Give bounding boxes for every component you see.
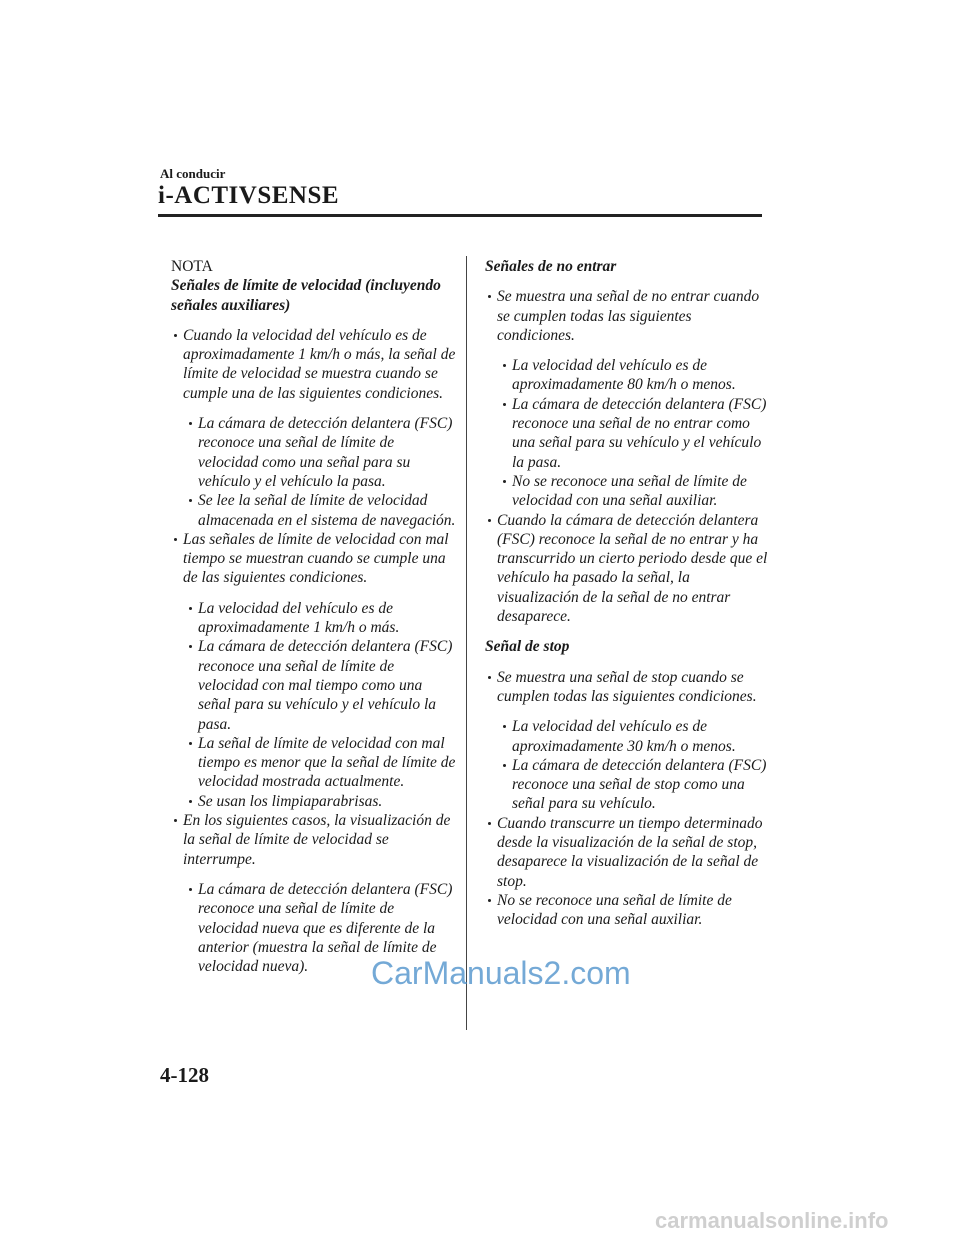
site-watermark: carmanualsonline.info <box>655 1208 889 1233</box>
sub-list-item: La cámara de detección delantera (FSC) reconoce una señal de límite de velocidad nueva que es diferente de la anterior (muestra la señal de límite de velocidad nueva). <box>198 880 457 976</box>
list-item: Las señales de límite de velocidad con mal tiempo se muestran cuando se cumple una de las siguientes condiciones. <box>183 530 457 588</box>
section-label: Al conducir <box>160 166 226 181</box>
sub-list-item: La cámara de detección delantera (FSC) reconoce una señal de límite de velocidad como una señal para su vehículo y el vehículo la pasa. <box>198 414 457 491</box>
sub-list-item: Se lee la señal de límite de velocidad almacenada en el sistema de navegación. <box>198 492 456 529</box>
sub-list-item: No se reconoce una señal de límite de velocidad con una señal auxiliar. <box>512 472 770 511</box>
header-divider <box>158 214 762 217</box>
sub-list-item: La velocidad del vehículo es de aproximadamente 1 km/h o más. <box>198 599 457 638</box>
heading-no-entry: Señales de no entrar <box>485 258 617 275</box>
list-item: En los siguientes casos, la visualización de la señal de límite de velocidad se interrumpe. <box>183 811 457 869</box>
sub-list-item: La cámara de detección delantera (FSC) reconoce una señal de stop como una señal para su vehículo. <box>512 756 770 814</box>
sub-list-item: La cámara de detección delantera (FSC) reconoce una señal de no entrar como una señal para su vehículo y el vehículo la pasa. <box>512 395 770 472</box>
sub-list-item: La velocidad del vehículo es de aproximadamente 80 km/h o menos. <box>512 356 770 395</box>
list-item: Se muestra una señal de no entrar cuando se cumplen todas las siguientes condiciones. <box>497 287 770 345</box>
sub-list-item: La velocidad del vehículo es de aproximadamente 30 km/h o menos. <box>512 717 770 756</box>
column-divider <box>466 256 467 1030</box>
left-heading: Señales de límite de velocidad (incluyendo señales auxiliares) <box>171 277 441 314</box>
watermark-logo: CarManuals2.com <box>371 955 631 991</box>
list-item: Cuando la cámara de detección delantera (FSC) reconoce la señal de no entrar y ha transcurrido un cierto periodo desde que el vehículo ha pasado la señal, la visualización de la señal de no entrar desaparece. <box>497 511 770 627</box>
list-item: Cuando transcurre un tiempo determinado desde la visualización de la señal de stop, desaparece la visualización de la señal de stop. <box>497 814 770 891</box>
sub-list-item: Se usan los limpiaparabrisas. <box>198 792 457 811</box>
list-item: No se reconoce una señal de límite de velocidad con una señal auxiliar. <box>497 891 770 930</box>
page-number: 4-128 <box>160 1063 209 1087</box>
right-column <box>485 257 770 930</box>
left-column <box>171 257 457 976</box>
list-item: Cuando la velocidad del vehículo es de aproximadamente 1 km/h o más, la señal de límite de velocidad se muestra cuando se cumple una de las siguientes condiciones. <box>183 326 456 402</box>
list-item: Se muestra una señal de stop cuando se cumplen todas las siguientes condiciones. <box>497 668 770 707</box>
heading-stop: Señal de stop <box>485 638 570 656</box>
chapter-title: i-ACTIVSENSE <box>158 182 340 209</box>
nota-label: NOTA <box>171 258 213 275</box>
sub-list-item: La cámara de detección delantera (FSC) reconoce una señal de límite de velocidad con mal tiempo como una señal para su vehículo y el vehículo la pasa. <box>198 637 457 733</box>
sub-list-item: La señal de límite de velocidad con mal tiempo es menor que la señal de límite de velocidad mostrada actualmente. <box>198 734 456 791</box>
